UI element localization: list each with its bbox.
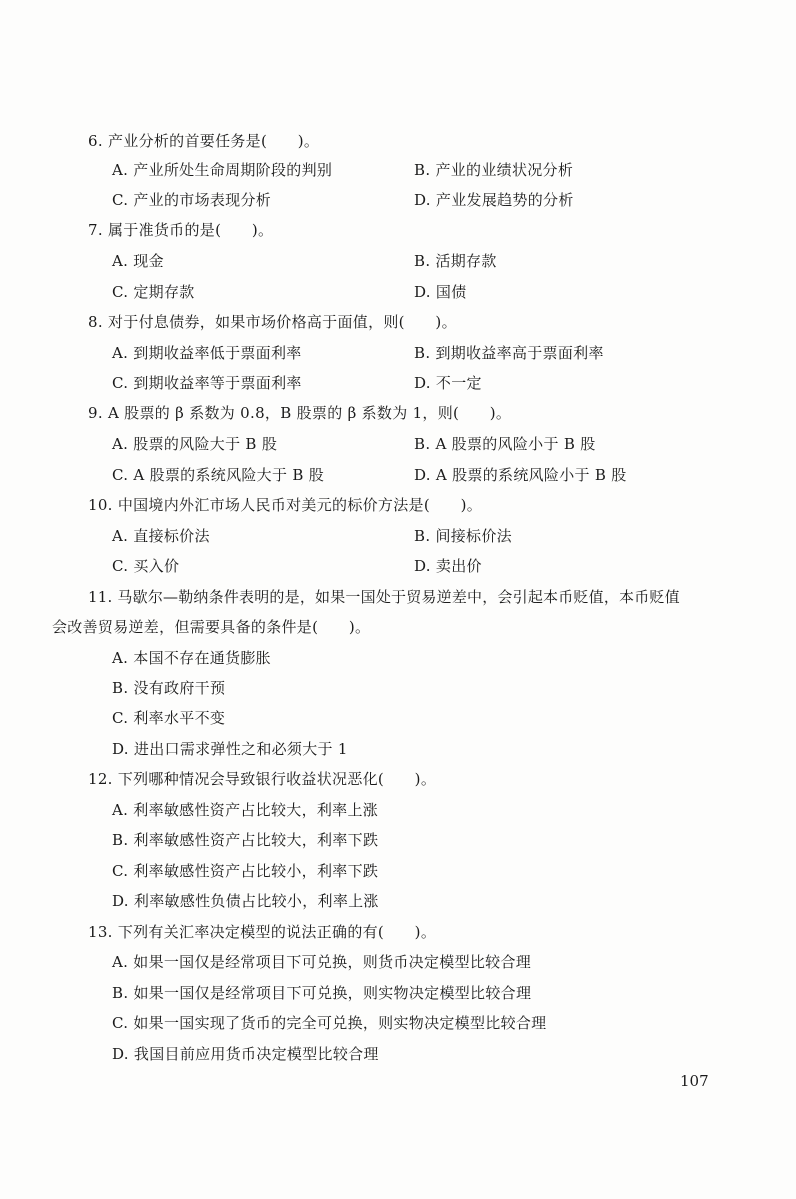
question-12-option-d: D. 利率敏感性负债占比较小，利率上涨: [112, 892, 379, 910]
question-11-option-a: A. 本国不存在通货膨胀: [112, 649, 271, 667]
question-10-option-c: C. 买入价: [112, 557, 180, 575]
question-10-stem: 10. 中国境内外汇市场人民币对美元的标价方法是( )。: [88, 496, 483, 514]
question-12-stem: 12. 下列哪种情况会导致银行收益状况恶化( )。: [88, 770, 437, 788]
question-6-option-c: C. 产业的市场表现分析: [112, 191, 272, 209]
question-9-option-a: A. 股票的风险大于 B 股: [112, 435, 278, 453]
question-10-option-b: B. 间接标价法: [414, 527, 512, 545]
question-7-option-c: C. 定期存款: [112, 283, 195, 301]
question-13-option-a: A. 如果一国仅是经常项目下可兑换，则货币决定模型比较合理: [112, 953, 532, 971]
question-10-option-d: D. 卖出价: [414, 557, 482, 575]
question-6-stem: 6. 产业分析的首要任务是( )。: [88, 132, 320, 150]
question-13-option-d: D. 我国目前应用货币决定模型比较合理: [112, 1045, 379, 1063]
question-8-stem: 8. 对于付息债券，如果市场价格高于面值，则( )。: [88, 313, 457, 331]
question-9-stem: 9. A 股票的 β 系数为 0.8，B 股票的 β 系数为 1，则( )。: [88, 404, 512, 422]
question-13-option-b: B. 如果一国仅是经常项目下可兑换，则实物决定模型比较合理: [112, 984, 532, 1002]
question-6-option-b: B. 产业的业绩状况分析: [414, 161, 574, 179]
question-6-option-a: A. 产业所处生命周期阶段的判别: [112, 161, 333, 179]
question-13-option-c: C. 如果一国实现了货币的完全可兑换，则实物决定模型比较合理: [112, 1014, 547, 1032]
question-10-option-a: A. 直接标价法: [112, 527, 210, 545]
question-8-option-b: B. 到期收益率高于票面利率: [414, 344, 604, 362]
question-6-option-d: D. 产业发展趋势的分析: [414, 191, 574, 209]
question-7-option-a: A. 现金: [112, 252, 164, 270]
question-11-option-d: D. 进出口需求弹性之和必须大于 1: [112, 740, 348, 758]
question-9-option-b: B. A 股票的风险小于 B 股: [414, 435, 596, 453]
question-8-option-a: A. 到期收益率低于票面利率: [112, 344, 302, 362]
question-11-stem-line2: 会改善贸易逆差，但需要具备的条件是( )。: [52, 618, 371, 636]
question-7-stem: 7. 属于准货币的是( )。: [88, 221, 274, 239]
question-12-option-b: B. 利率敏感性资产占比较大，利率下跌: [112, 831, 379, 849]
question-8-option-d: D. 不一定: [414, 374, 482, 392]
question-9-option-d: D. A 股票的系统风险小于 B 股: [414, 466, 627, 484]
question-7-option-b: B. 活期存款: [414, 252, 497, 270]
question-13-stem: 13. 下列有关汇率决定模型的说法正确的有( )。: [88, 923, 437, 941]
question-11-stem-line1: 11. 马歇尔—勒纳条件表明的是，如果一国处于贸易逆差中，会引起本币贬值，本币贬值: [88, 588, 680, 606]
question-12-option-c: C. 利率敏感性资产占比较小，利率下跌: [112, 862, 379, 880]
page-number: 107: [680, 1072, 709, 1090]
question-12-option-a: A. 利率敏感性资产占比较大，利率上涨: [112, 801, 379, 819]
question-11-option-c: C. 利率水平不变: [112, 709, 226, 727]
question-8-option-c: C. 到期收益率等于票面利率: [112, 374, 302, 392]
question-9-option-c: C. A 股票的系统风险大于 B 股: [112, 466, 325, 484]
question-7-option-d: D. 国债: [414, 283, 467, 301]
question-11-option-b: B. 没有政府干预: [112, 679, 226, 697]
